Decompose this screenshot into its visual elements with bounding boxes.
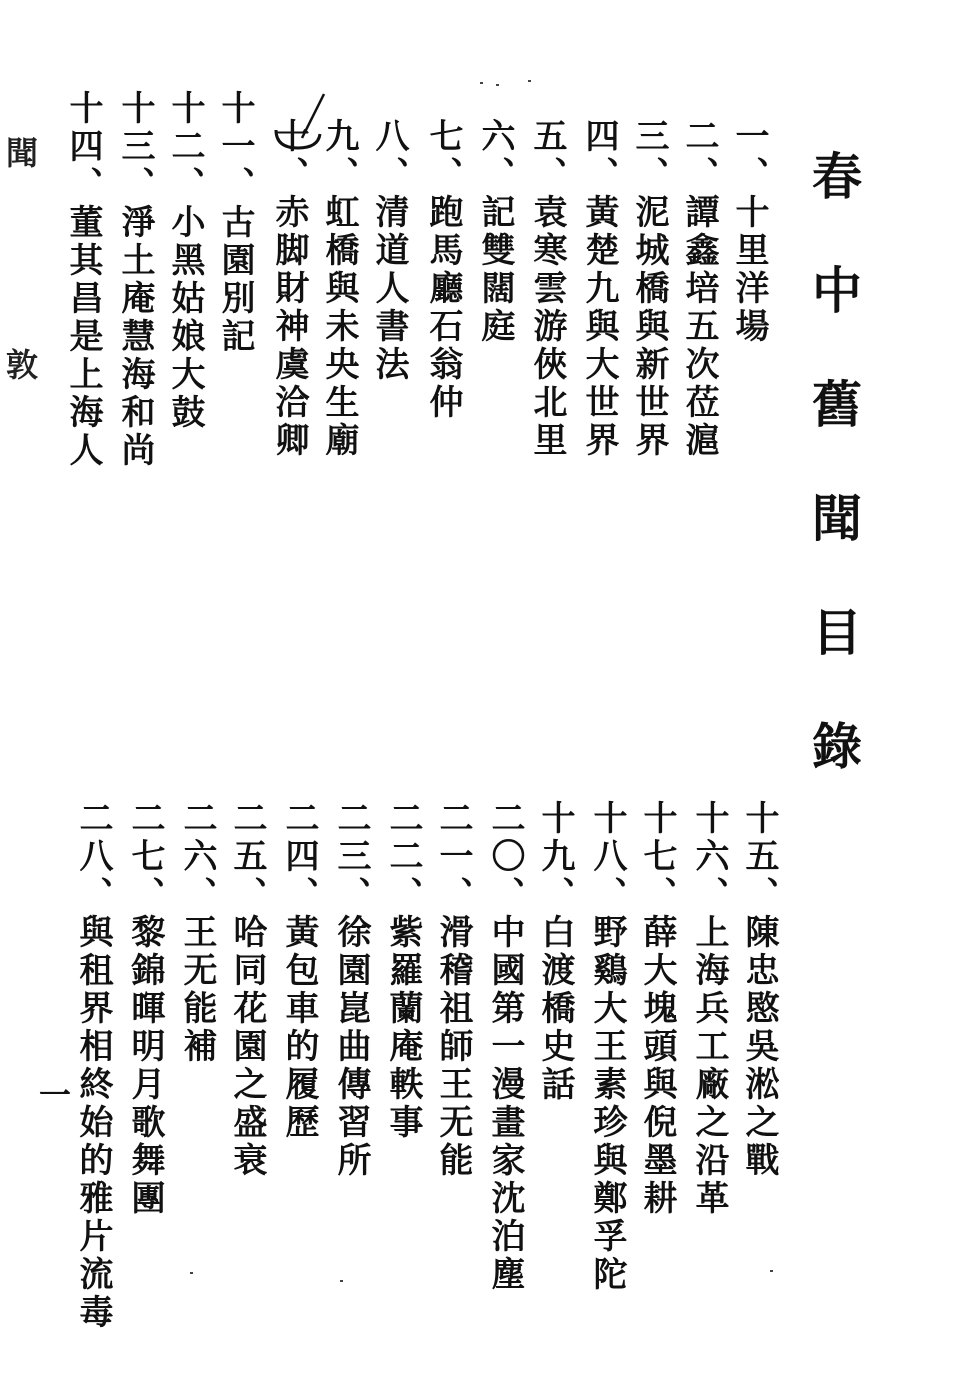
toc-entry-21: 二一、滑稽祖師王无能 [433,800,473,1180]
toc-entry-27: 二七、黎錦暉明月歌舞團 [125,800,165,1218]
scan-speck [190,1272,193,1274]
toc-entry-8: 八、清道人書法 [369,118,409,384]
scan-speck [496,84,499,86]
toc-entry-24: 二四、黃包車的履歷 [279,800,319,1142]
scan-speck [528,80,531,82]
toc-entry-22: 二二、紫羅蘭庵軼事 [383,800,423,1142]
toc-entry-18: 十八、野鷄大王素珍與鄭孚陀 [587,800,627,1294]
scan-speck [770,1270,773,1272]
toc-entry-19: 十九、白渡橋史話 [535,800,575,1104]
toc-entry-10: 十、赤脚財神虞洽卿 [269,118,309,460]
toc-entry-23: 二三、徐園崑曲傳習所 [331,800,371,1180]
toc-entry-5: 五、袁寒雲游俠北里 [527,118,567,460]
scan-speck [480,82,483,84]
toc-entry-7: 七、跑馬廳石翁仲 [423,118,463,422]
toc-entry-14: 十四、董其昌是上海人 [63,90,103,470]
toc-entry-3: 三、泥城橋與新世界 [629,118,669,460]
toc-entry-2: 二、譚鑫培五次莅滬 [679,118,719,460]
toc-entry-12: 十二、小黑姑娘大鼓 [165,90,205,432]
toc-entry-1: 一、十里洋場 [729,118,769,346]
toc-entry-9: 九、虹橋與未央生廟 [319,118,359,460]
toc-entry-11: 十一、古園別記 [215,90,255,356]
toc-entry-20: 二〇、中國第一漫畫家沈泊塵 [485,800,525,1294]
page-title: 春中舊聞目錄 [804,150,863,834]
toc-entry-17: 十七、薛大塊頭與倪墨耕 [637,800,677,1218]
toc-entry-13: 十三、淨土庵慧海和尚 [115,90,155,470]
margin-char-top: 聞 [6,134,39,172]
toc-entry-15: 十五、陳忠愍吳淞之戰 [739,800,779,1180]
margin-char-middle: 敦 [6,346,39,384]
toc-entry-4: 四、黃楚九與大世界 [579,118,619,460]
toc-entry-28: 二八、與租界相終始的雅片流毒 [73,800,113,1332]
scan-speck [340,1280,343,1282]
toc-entry-25: 二五、哈同花園之盛衰 [227,800,267,1180]
toc-entry-6: 六、記雙闊庭 [475,118,515,346]
page-number: 一 [34,1078,72,1110]
toc-entry-26: 二六、王无能補 [177,800,217,1066]
toc-entry-16: 十六、上海兵工廠之沿革 [689,800,729,1218]
